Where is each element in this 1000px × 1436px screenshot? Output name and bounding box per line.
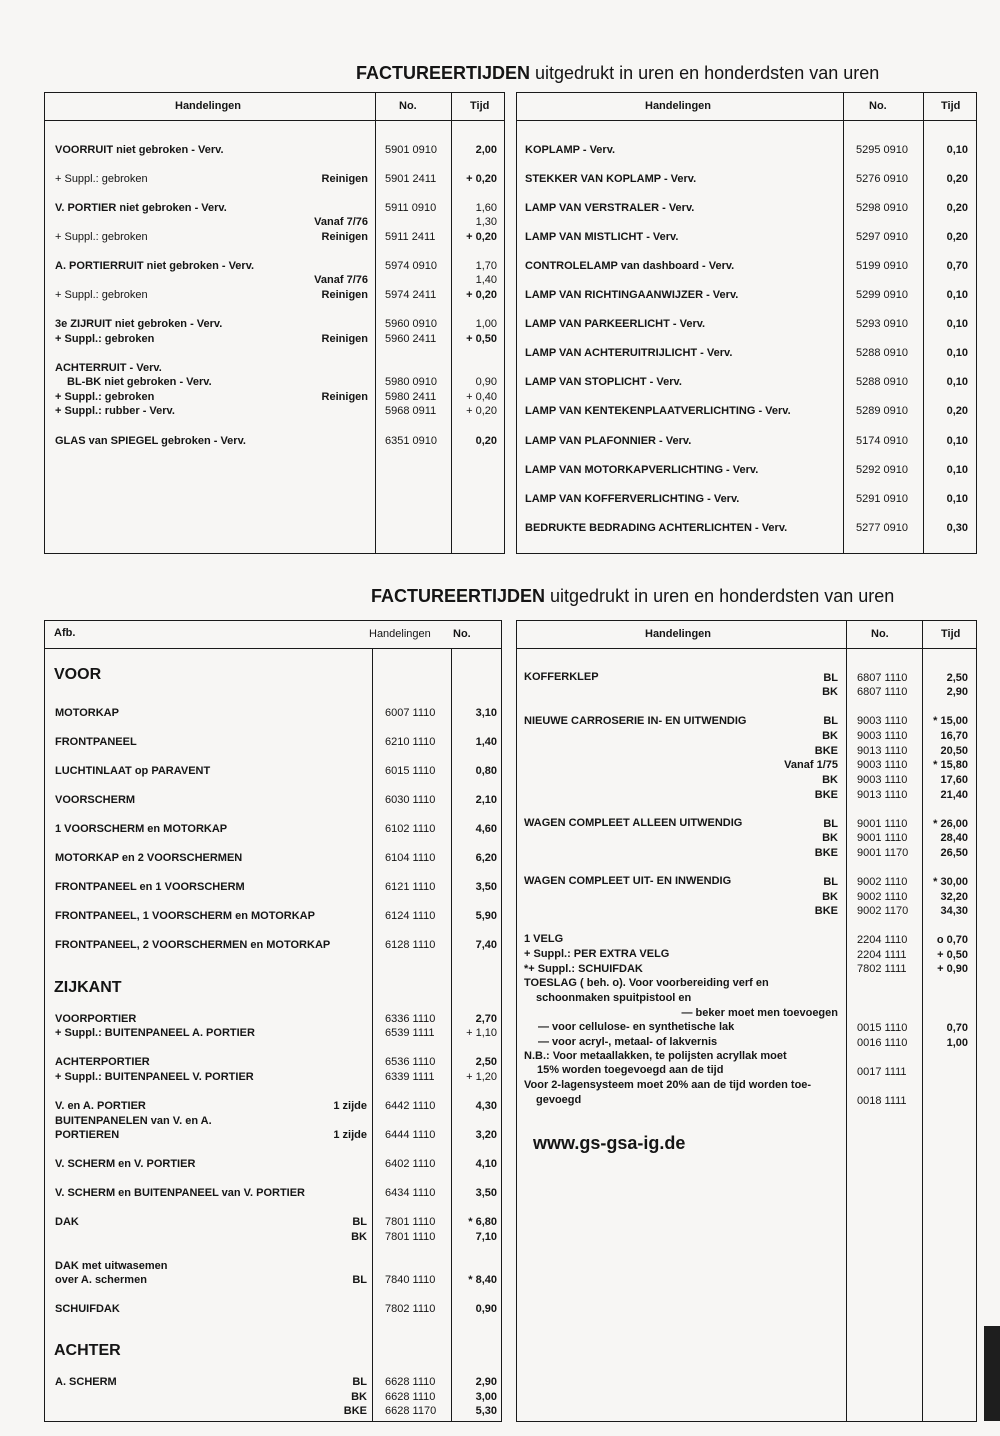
row-no: 6402 1110 (385, 1158, 436, 1170)
row-no: 5277 0910 (856, 522, 908, 534)
t2-header-handelingen: Handelingen (645, 100, 712, 112)
row-no: 6536 1110 (385, 1056, 436, 1068)
row-no: 2204 1110 (857, 934, 908, 946)
row-no: 5901 2411 (385, 173, 437, 185)
row-tijd: 1,60 (475, 202, 497, 214)
row-no: 6351 0910 (385, 435, 437, 447)
row-no: 9002 1110 (857, 891, 908, 903)
row-no: 5298 0910 (856, 202, 908, 214)
row-tijd: 3,50 (475, 1187, 497, 1199)
row-tijd: o 0,70 (936, 934, 968, 946)
row-side: BKE (814, 905, 838, 917)
table-row: STEKKER VAN KOPLAMP - Verv. (525, 173, 697, 185)
table-row: + Suppl.: PER EXTRA VELG (524, 948, 670, 960)
row-tijd: 4,10 (475, 1158, 497, 1170)
row-no: 6124 1110 (385, 910, 436, 922)
table-row: CONTROLELAMP van dashboard - Verv. (525, 260, 735, 272)
table-row: A. SCHERM (55, 1376, 117, 1388)
row-tijd: 3,20 (475, 1129, 497, 1141)
table-row: + Suppl.: BUITENPANEEL V. PORTIER (55, 1071, 254, 1083)
row-no: 5289 0910 (856, 405, 908, 417)
row-side: BK (351, 1231, 367, 1243)
row-no: 5199 0910 (856, 260, 908, 272)
row-no: 5288 0910 (856, 376, 908, 388)
table-row: Voor 2-lagensysteem moet 20% aan de tijd worden toe- (524, 1079, 812, 1091)
row-no: 6336 1110 (385, 1013, 436, 1025)
table-row: schoonmaken spuitpistool en (536, 992, 692, 1004)
row-tijd: + 0,50 (466, 333, 497, 345)
row-no: 0018 1111 (857, 1095, 907, 1107)
page-heading-bottom (371, 586, 894, 607)
row-tijd: + 0,20 (466, 231, 497, 243)
row-no: 5960 0910 (385, 318, 437, 330)
row-tijd: + 0,20 (466, 289, 497, 301)
row-side: BKE (814, 847, 838, 859)
row-tijd: 5,90 (475, 910, 497, 922)
table-row: VOORSCHERM (55, 794, 136, 806)
row-tijd: 3,00 (475, 1391, 497, 1403)
row-no: 9002 1110 (857, 876, 908, 888)
row-tijd: 2,00 (475, 144, 497, 156)
row-side: Reinigen (321, 289, 368, 301)
row-no: 7801 1110 (385, 1231, 436, 1243)
row-side: BKE (814, 745, 838, 757)
row-side: BL (823, 672, 838, 684)
row-no: 6339 1111 (385, 1071, 435, 1083)
row-side: Vanaf 7/76 (314, 216, 368, 228)
row-tijd: * 8,40 (468, 1274, 497, 1286)
row-tijd: 7,40 (475, 939, 497, 951)
row-no: 6807 1110 (857, 672, 908, 684)
table-row: 3e ZIJRUIT niet gebroken - Verv. (55, 318, 223, 330)
t3-header-handelingen: Handelingen (369, 628, 431, 640)
table-row: + Suppl.: rubber - Verv. (55, 405, 175, 417)
row-tijd: + 1,20 (466, 1071, 497, 1083)
row-tijd: 4,60 (475, 823, 497, 835)
row-tijd: 1,70 (475, 260, 497, 272)
table-row: LAMP VAN STOPLICHT - Verv. (525, 376, 682, 388)
table-row: DAK (55, 1216, 79, 1228)
row-no: 5291 0910 (856, 493, 908, 505)
table-row: TOESLAG ( beh. o). Voor voorbereiding verf en (524, 977, 769, 989)
row-tijd: 0,10 (946, 318, 968, 330)
row-tijd: 0,30 (946, 522, 968, 534)
table-row: SCHUIFDAK (55, 1303, 120, 1315)
row-tijd: 1,00 (475, 318, 497, 330)
table-row: + Suppl.: BUITENPANEEL A. PORTIER (55, 1027, 255, 1039)
row-no: 9002 1170 (857, 905, 909, 917)
row-no: 7840 1110 (385, 1274, 436, 1286)
row-no: 5293 0910 (856, 318, 908, 330)
row-side: BL (823, 876, 838, 888)
row-tijd: 1,30 (475, 216, 497, 228)
row-no: 9003 1110 (857, 774, 908, 786)
row-tijd: 1,00 (946, 1037, 968, 1049)
row-tijd: 0,20 (946, 202, 968, 214)
row-tijd: 0,80 (475, 765, 497, 777)
row-side: Reinigen (321, 391, 368, 403)
table-row: BL-BK niet gebroken - Verv. (67, 376, 212, 388)
row-no: 5974 2411 (385, 289, 437, 301)
row-tijd: * 15,00 (933, 715, 968, 727)
table-row: PORTIEREN (55, 1129, 120, 1141)
row-tijd: 0,10 (946, 144, 968, 156)
page-heading-top (356, 63, 879, 84)
row-no: 2204 1111 (857, 949, 907, 961)
table-row: V. en A. PORTIER (55, 1100, 146, 1112)
row-no: 6015 1110 (385, 765, 436, 777)
t3-header-no: No. (453, 628, 471, 640)
table-row: V. PORTIER niet gebroken - Verv. (55, 202, 227, 214)
row-tijd: 0,90 (475, 1303, 497, 1315)
row-tijd: 3,10 (475, 707, 497, 719)
row-side: BK (351, 1391, 367, 1403)
row-tijd: 0,20 (475, 435, 497, 447)
row-tijd: * 30,00 (933, 876, 968, 888)
table-row: V. SCHERM en BUITENPANEEL van V. PORTIER (55, 1187, 306, 1199)
row-tijd: + 0,20 (466, 405, 497, 417)
row-tijd: 2,50 (475, 1056, 497, 1068)
row-no: 6442 1110 (385, 1100, 436, 1112)
row-side: BKE (343, 1405, 367, 1417)
row-tijd: 2,90 (475, 1376, 497, 1388)
row-tijd: 16,70 (940, 730, 968, 742)
t1-header-tijd: Tijd (470, 100, 490, 112)
row-tijd: 26,50 (940, 847, 968, 859)
row-side: Reinigen (321, 231, 368, 243)
row-tijd: 2,90 (946, 686, 968, 698)
row-side: BKE (814, 789, 838, 801)
row-no: 9003 1110 (857, 759, 908, 771)
table-row: V. SCHERM en V. PORTIER (55, 1158, 196, 1170)
table-row: *+ Suppl.: SCHUIFDAK (524, 963, 643, 975)
row-tijd: 32,20 (940, 891, 968, 903)
row-side: Reinigen (321, 333, 368, 345)
table-row: FRONTPANEEL (55, 736, 137, 748)
table-row: DAK met uitwasemen (55, 1260, 168, 1272)
table-row: MOTORKAP en 2 VOORSCHERMEN (55, 852, 243, 864)
table-row: LAMP VAN PARKEERLICHT - Verv. (525, 318, 706, 330)
row-tijd: 0,90 (475, 376, 497, 388)
row-no: 5299 0910 (856, 289, 908, 301)
row-no: 5292 0910 (856, 464, 908, 476)
table-row: LAMP VAN MOTORKAPVERLICHTING - Verv. (525, 464, 759, 476)
table-row: KOFFERKLEP (524, 671, 599, 683)
section-voor: VOOR (54, 666, 102, 683)
table-row: N.B.: Voor metaallakken, te polijsten acryllak moet (524, 1050, 787, 1062)
row-no: 0017 1111 (857, 1066, 907, 1078)
table-row: + Suppl.: gebroken (55, 391, 155, 403)
row-no: 5980 2411 (385, 391, 437, 403)
table-row: + Suppl.: gebroken (55, 289, 148, 301)
row-tijd: 1,40 (475, 736, 497, 748)
table-row: + Suppl.: gebroken (55, 333, 155, 345)
row-side: BK (822, 774, 838, 786)
table-row: LAMP VAN RICHTINGAANWIJZER - Verv. (525, 289, 739, 301)
row-no: 9013 1110 (857, 789, 908, 801)
heading-rest: uitgedrukt in uren en honderdsten van uren (545, 586, 895, 606)
row-tijd: + 0,50 (937, 949, 968, 961)
table-row: LAMP VAN ACHTERUITRIJLICHT - Verv. (525, 347, 733, 359)
table-row: + Suppl.: gebroken (55, 231, 148, 243)
table-row: NIEUWE CARROSERIE IN- EN UITWENDIG (524, 715, 747, 727)
row-tijd: * 6,80 (468, 1216, 497, 1228)
table-row: LUCHTINLAAT op PARAVENT (55, 765, 211, 777)
row-tijd: 34,30 (940, 905, 968, 917)
row-tijd: 17,60 (940, 774, 968, 786)
table-row: LAMP VAN MISTLICHT - Verv. (525, 231, 679, 243)
section-achter: ACHTER (54, 1342, 121, 1359)
row-tijd: 21,40 (940, 789, 968, 801)
row-no: 5297 0910 (856, 231, 908, 243)
row-no: 7801 1110 (385, 1216, 436, 1228)
table-row: GLAS van SPIEGEL gebroken - Verv. (55, 435, 246, 447)
row-no: 9003 1110 (857, 730, 908, 742)
row-tijd: 6,20 (475, 852, 497, 864)
row-no: 5288 0910 (856, 347, 908, 359)
row-no: 9001 1110 (857, 818, 908, 830)
table-row: WAGEN COMPLEET ALLEEN UITWENDIG (524, 817, 743, 829)
row-tijd: 3,50 (475, 881, 497, 893)
heading-bold: FACTUREERTIJDEN (371, 586, 546, 606)
row-side: Vanaf 1/75 (784, 759, 838, 771)
table-row: 15% worden toegevoegd aan de tijd (537, 1064, 724, 1076)
row-side: BK (822, 832, 838, 844)
row-no: 6539 1111 (385, 1027, 435, 1039)
row-no: 6628 1170 (385, 1405, 437, 1417)
row-no: 5276 0910 (856, 173, 908, 185)
row-tijd: 0,70 (946, 260, 968, 272)
table-row: WAGEN COMPLEET UIT- EN INWENDIG (524, 875, 732, 887)
table-row: FRONTPANEEL, 2 VOORSCHERMEN en MOTORKAP (55, 939, 331, 951)
row-side: BL (352, 1274, 367, 1286)
row-tijd: 28,40 (940, 832, 968, 844)
row-tijd: 0,10 (946, 464, 968, 476)
row-no: 9013 1110 (857, 745, 908, 757)
row-no: 5980 0910 (385, 376, 437, 388)
table-row: 1 VELG (524, 933, 564, 945)
row-tijd: * 15,80 (933, 759, 968, 771)
table-row: 1 VOORSCHERM en MOTORKAP (55, 823, 228, 835)
row-tijd: 2,50 (946, 672, 968, 684)
row-no: 6210 1110 (385, 736, 436, 748)
table-row: VOORRUIT niet gebroken - Verv. (55, 144, 224, 156)
row-tijd: 20,50 (940, 745, 968, 757)
t2-header-tijd: Tijd (941, 100, 961, 112)
row-side: BK (822, 730, 838, 742)
row-tijd: 7,10 (475, 1231, 497, 1243)
website-url[interactable]: www.gs-gsa-ig.de (533, 1133, 686, 1153)
row-tijd: 0,10 (946, 435, 968, 447)
row-side: Vanaf 7/76 (314, 274, 368, 286)
table-row: MOTORKAP (55, 707, 119, 719)
row-tijd: 4,30 (475, 1100, 497, 1112)
row-no: 6434 1110 (385, 1187, 436, 1199)
table-row: BEDRUKTE BEDRADING ACHTERLICHTEN - Verv. (525, 522, 788, 534)
row-no: 6007 1110 (385, 707, 436, 719)
row-no: 5911 0910 (385, 202, 437, 214)
row-side: BK (822, 891, 838, 903)
row-tijd: 1,40 (475, 274, 497, 286)
row-tijd: 2,10 (475, 794, 497, 806)
table-row: VOORPORTIER (55, 1013, 137, 1025)
row-tijd: + 1,10 (466, 1027, 497, 1039)
row-no: 7802 1110 (385, 1303, 436, 1315)
row-no: 5901 0910 (385, 144, 437, 156)
row-tijd: + 0,40 (466, 391, 497, 403)
page-edge-tab (984, 1326, 1000, 1421)
row-side: BL (823, 715, 838, 727)
table-row: A. PORTIERRUIT niet gebroken - Verv. (55, 260, 255, 272)
row-tijd: 0,70 (946, 1022, 968, 1034)
t3-header-afb: Afb. (54, 627, 76, 639)
row-no: 0016 1110 (857, 1037, 908, 1049)
row-side: Reinigen (321, 173, 368, 185)
row-no: 9001 1110 (857, 832, 908, 844)
row-no: 6628 1110 (385, 1376, 436, 1388)
table-row: FRONTPANEEL en 1 VOORSCHERM (55, 881, 245, 893)
row-no: 6444 1110 (385, 1129, 436, 1141)
row-tijd: * 26,00 (933, 818, 968, 830)
heading-bold: FACTUREERTIJDEN (356, 63, 531, 83)
row-tijd: 0,10 (946, 376, 968, 388)
row-side: 1 zijde (333, 1129, 367, 1141)
section-zijkant: ZIJKANT (54, 979, 122, 996)
row-no: 5174 0910 (856, 435, 908, 447)
row-tijd: 2,70 (475, 1013, 497, 1025)
table-row: FRONTPANEEL, 1 VOORSCHERM en MOTORKAP (55, 910, 315, 922)
row-no: 5974 0910 (385, 260, 437, 272)
table-row: ACHTERPORTIER (55, 1056, 150, 1068)
row-no: 6807 1110 (857, 686, 908, 698)
row-tijd: 0,10 (946, 289, 968, 301)
table-row: over A. schermen (55, 1274, 147, 1286)
table-row: — voor acryl-, metaal- of lakvernis (538, 1036, 718, 1048)
row-side: 1 zijde (333, 1100, 367, 1112)
table-row: LAMP VAN VERSTRALER - Verv. (525, 202, 695, 214)
table-row: LAMP VAN KENTEKENPLAATVERLICHTING - Verv. (525, 405, 791, 417)
row-no: 6121 1110 (385, 881, 436, 893)
row-tijd: 0,20 (946, 405, 968, 417)
table-row: gevoegd (536, 1094, 582, 1106)
row-no: 5960 2411 (385, 333, 437, 345)
row-side: BK (822, 686, 838, 698)
t2-header-no: No. (869, 100, 887, 112)
t4-header-tijd: Tijd (941, 628, 961, 640)
row-no: 6128 1110 (385, 939, 436, 951)
t4-header-handelingen: Handelingen (645, 628, 712, 640)
row-no: 6628 1110 (385, 1391, 436, 1403)
row-no: 5911 2411 (385, 231, 436, 243)
row-no: 9003 1110 (857, 715, 908, 727)
row-tijd: 0,20 (946, 231, 968, 243)
row-tijd: 0,10 (946, 493, 968, 505)
row-side: BL (352, 1376, 367, 1388)
table-row: ACHTERRUIT - Verv. (55, 362, 162, 374)
row-no: 5968 0911 (385, 405, 437, 417)
row-no: 6102 1110 (385, 823, 436, 835)
heading-rest: uitgedrukt in uren en honderdsten van uren (530, 63, 880, 83)
table-row: — beker moet men toevoegen (681, 1007, 838, 1019)
row-tijd: 0,10 (946, 347, 968, 359)
table-row: KOPLAMP - Verv. (525, 144, 616, 156)
row-side: BL (823, 818, 838, 830)
row-tijd: 5,30 (475, 1405, 497, 1417)
row-tijd: + 0,20 (466, 173, 497, 185)
t4-header-no: No. (871, 628, 889, 640)
table-row: — voor cellulose- en synthetische lak (538, 1021, 735, 1033)
table-row: LAMP VAN KOFFERVERLICHTING - Verv. (525, 493, 740, 505)
row-no: 5295 0910 (856, 144, 908, 156)
table-row: BUITENPANELEN van V. en A. (55, 1115, 212, 1127)
row-tijd: + 0,90 (937, 963, 968, 975)
row-no: 6104 1110 (385, 852, 436, 864)
t1-header-handelingen: Handelingen (175, 100, 242, 112)
row-no: 6030 1110 (385, 794, 436, 806)
row-no: 7802 1111 (857, 963, 907, 975)
table-row: + Suppl.: gebroken (55, 173, 148, 185)
row-no: 9001 1170 (857, 847, 909, 859)
t1-header-no: No. (399, 100, 417, 112)
row-side: BL (352, 1216, 367, 1228)
row-tijd: 0,20 (946, 173, 968, 185)
row-no: 0015 1110 (857, 1022, 908, 1034)
table-row: LAMP VAN PLAFONNIER - Verv. (525, 435, 692, 447)
